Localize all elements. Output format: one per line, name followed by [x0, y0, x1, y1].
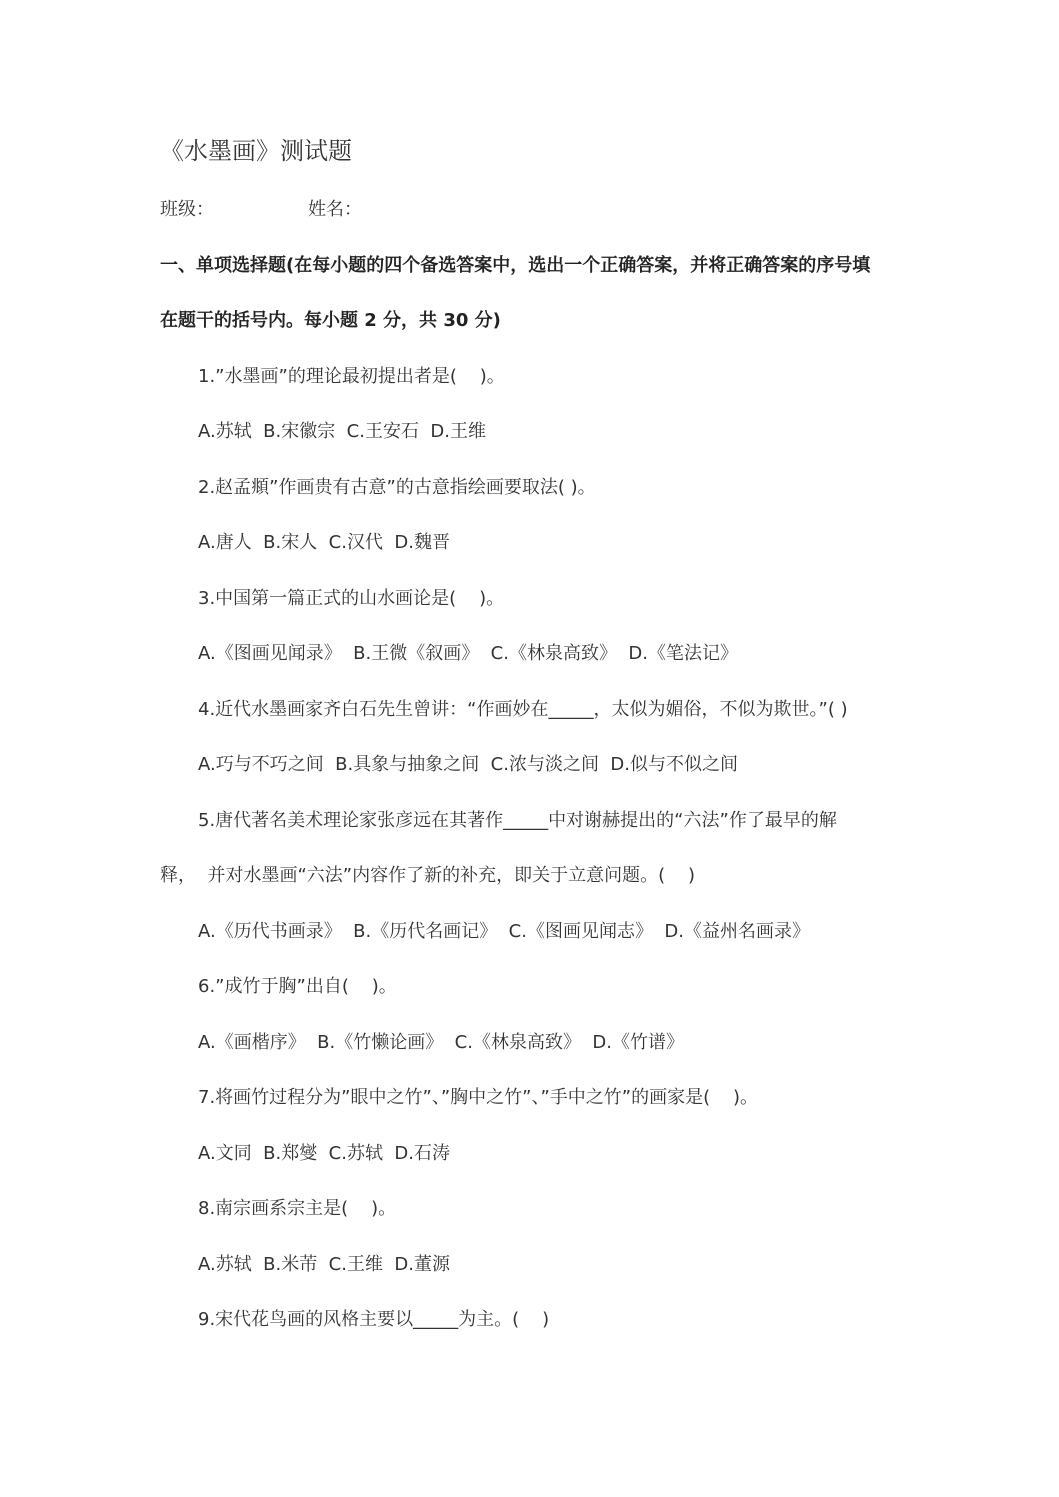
- question-6-options: A.《画楷序》 B.《竹懒论画》 C.《林泉高致》 D.《竹谱》: [198, 1032, 684, 1053]
- header-row: [160, 198, 362, 222]
- question-4: 4.近代水墨画家齐白石先生曾讲：“作画妙在_____，太似为媚俗，不似为欺世。”( ): [198, 699, 848, 720]
- question-3-options: A.《图画见闻录》 B.王微《叙画》 C.《林泉高致》 D.《笔法记》: [198, 643, 738, 664]
- question-2-options: A.唐人 B.宋人 C.汉代 D.魏晋: [198, 532, 450, 553]
- class-label: 班级：: [160, 199, 214, 220]
- question-9: 9.宋代花鸟画的风格主要以_____为主。( ): [198, 1309, 550, 1330]
- question-5-continued: 释， 并对水墨画“六法”内容作了新的补充，即关于立意问题。( ): [160, 865, 696, 886]
- document-title: 《水墨画》测试题: [160, 137, 352, 165]
- question-6: 6.”成竹于胸”出自( )。: [198, 976, 397, 997]
- section-heading-line2: 在题干的括号内。每小题 2 分，共 30 分): [160, 310, 501, 331]
- question-7: 7.将画竹过程分为”眼中之竹”、”胸中之竹”、”手中之竹”的画家是( )。: [198, 1087, 759, 1108]
- question-8-options: A.苏轼 B.米芾 C.王维 D.董源: [198, 1254, 450, 1275]
- question-5: 5.唐代著名美术理论家张彦远在其著作_____中对谢赫提出的“六法”作了最早的解: [198, 810, 837, 831]
- question-5-options: A.《历代书画录》 B.《历代名画记》 C.《图画见闻志》 D.《益州名画录》: [198, 921, 810, 942]
- section-heading-line1: 一、单项选择题(在每小题的四个备选答案中，选出一个正确答案，并将正确答案的序号填: [160, 255, 871, 276]
- question-1: 1.”水墨画”的理论最初提出者是( )。: [198, 366, 505, 387]
- question-1-options: A.苏轼 B.宋徽宗 C.王安石 D.王维: [198, 421, 486, 442]
- question-7-options: A.文同 B.郑燮 C.苏轼 D.石涛: [198, 1143, 450, 1164]
- question-2: 2.赵孟頫”作画贵有古意”的古意指绘画要取法( )。: [198, 477, 596, 498]
- name-label: 姓名：: [308, 199, 362, 220]
- question-8: 8.南宗画系宗主是( )。: [198, 1198, 397, 1219]
- question-3: 3.中国第一篇正式的山水画论是( )。: [198, 588, 505, 609]
- question-4-options: A.巧与不巧之间 B.具象与抽象之间 C.浓与淡之间 D.似与不似之间: [198, 754, 738, 775]
